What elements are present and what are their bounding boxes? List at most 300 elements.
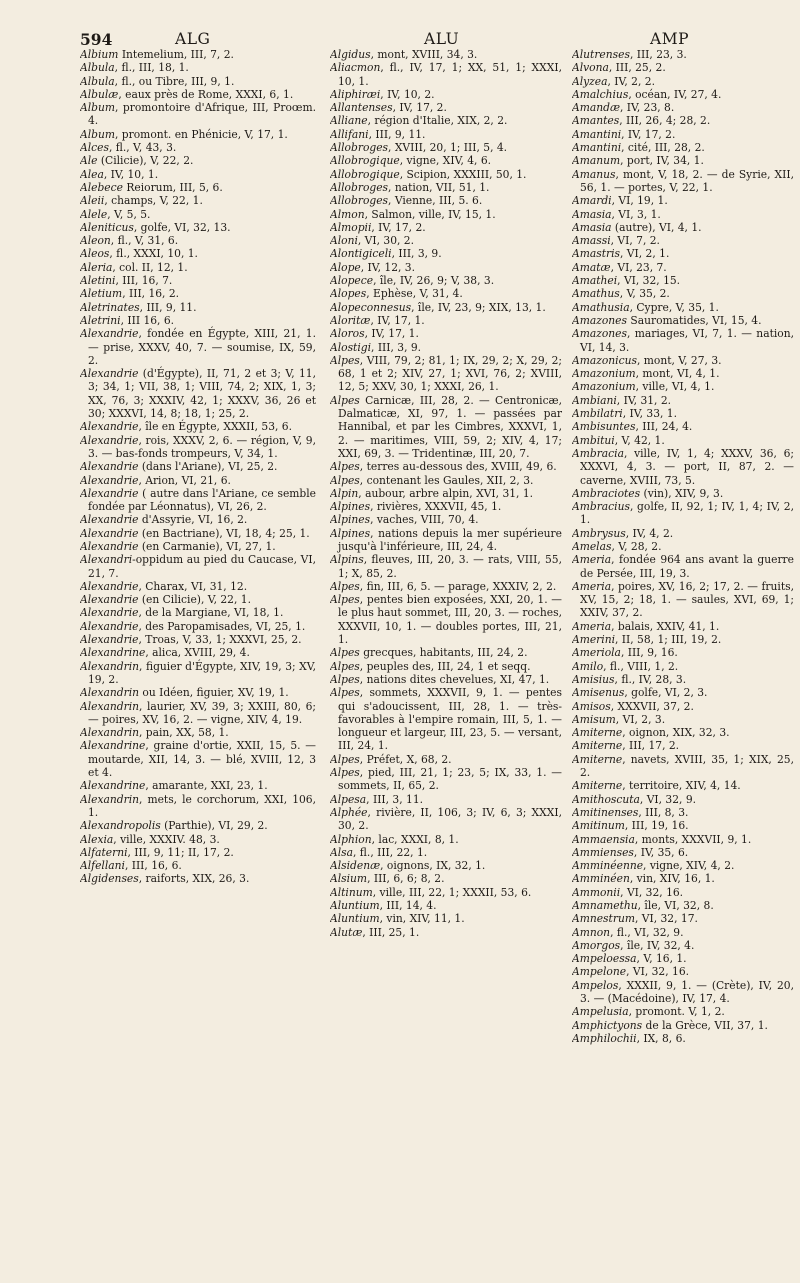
entry-references: , ville, XXXIV. 48, 3. — [113, 832, 220, 846]
entry-headword: Alpes — [330, 473, 360, 487]
entry-headword: Amathusia — [572, 300, 630, 314]
entry-headword: Ambilatri — [572, 407, 623, 421]
entry-references: , III, 3, 11. — [366, 792, 424, 806]
entry-headword: Alpes — [330, 766, 360, 780]
entry-references: , IV, 4, 2. — [625, 526, 674, 540]
index-entry — [80, 48, 316, 61]
index-entry — [572, 952, 794, 965]
entry-headword: Alpes — [330, 659, 360, 673]
entry-headword: Alostigi — [330, 340, 372, 354]
index-entry — [330, 181, 562, 194]
index-entry — [572, 753, 794, 780]
index-entry — [572, 367, 794, 380]
entry-headword: Ampelos — [572, 978, 619, 992]
entry-headword: Amiterne — [572, 752, 623, 766]
index-entry — [330, 673, 562, 686]
entry-references: , pain, XX, 58, 1. — [139, 726, 229, 740]
index-entry — [80, 606, 316, 619]
entry-references: , IV, 17, 2. — [371, 220, 426, 234]
entry-references: , III, 6, 6; 8, 2. — [367, 872, 445, 886]
index-entry — [572, 88, 794, 101]
index-entry — [572, 912, 794, 925]
entry-references: , vigne, XIV, 4, 6. — [399, 154, 492, 168]
entry-references: , Troas, V, 33, 1; XXXVI, 25, 2. — [138, 633, 302, 647]
entry-headword: Aluntium — [330, 899, 380, 912]
index-entry — [572, 553, 794, 580]
entry-headword: Amithoscuta — [572, 792, 640, 806]
index-entry — [572, 620, 794, 633]
index-entry — [330, 101, 562, 114]
entry-references: , cité, III, 28, 2. — [621, 141, 705, 155]
entry-references: , III 16, 6. — [120, 313, 175, 327]
entry-references: , fl., V, 31, 6. — [110, 234, 179, 248]
running-head-left: ALG — [175, 30, 211, 48]
entry-headword: Alexandrie — [80, 606, 139, 620]
entry-headword: Amisos — [572, 699, 611, 713]
index-entry — [80, 739, 316, 779]
entry-headword: Alsa — [330, 845, 353, 859]
entry-references: , lac, XXXI, 8, 1. — [371, 832, 459, 846]
index-entry — [330, 527, 562, 554]
entry-headword: Amisum — [572, 712, 616, 726]
entry-headword: Aletium — [80, 287, 123, 301]
index-entry — [80, 513, 316, 526]
entry-references: ( autre dans l'Ariane, ce semble fondée par Léonnatus), VI, 26, 2. — [88, 486, 316, 514]
index-entry — [572, 979, 794, 1006]
index-entry — [572, 301, 794, 314]
entry-references: , IV, 10, 1. — [103, 167, 159, 181]
entry-headword: Ale — [80, 154, 98, 168]
entry-references: , vaches, VIII, 70, 4. — [370, 513, 479, 527]
index-entry — [330, 859, 562, 872]
index-entry — [330, 833, 562, 846]
entry-headword: Alutæ — [330, 925, 363, 939]
entry-references: , III, 25, 2. — [608, 61, 666, 75]
index-entry — [80, 181, 316, 194]
entry-references: , III, 9, 11. — [139, 300, 197, 314]
entry-headword: Alces — [80, 141, 109, 155]
entry-headword: Ambitui — [572, 433, 615, 447]
index-entry — [80, 819, 316, 832]
index-entry — [330, 580, 562, 593]
entry-headword: Aletrinates — [80, 300, 140, 314]
entry-headword: Aleii — [80, 194, 105, 208]
entry-references: , V, 5, 5. — [107, 207, 151, 221]
index-column-2 — [330, 48, 562, 1278]
entry-references: , graine d'ortie, XXII, 15, 5. — moutarde, XII, 14, 3. — blé, XVIII, 12, 3 et 4. — [88, 739, 316, 780]
index-entry — [80, 420, 316, 433]
entry-headword: Amandæ — [572, 101, 620, 115]
entry-headword: Alea — [80, 167, 104, 181]
index-entry — [80, 553, 316, 580]
index-entry — [80, 154, 316, 167]
entry-headword: Alexandrie — [80, 420, 139, 434]
entry-references: , rois, XXXV, 2, 6. — région, V, 9, 3. — bas-fonds trompeurs, V, 34, 1. — [88, 433, 316, 460]
entry-headword: Alopeconnesus — [330, 300, 412, 314]
index-entry — [330, 394, 562, 460]
entry-references: , III, 25, 1. — [362, 925, 420, 939]
entry-headword: Alphion — [330, 832, 372, 846]
entry-headword: Alvona — [572, 61, 609, 75]
entry-headword: Amassi — [572, 234, 611, 248]
index-entry — [572, 739, 794, 752]
entry-headword: Alutrenses — [572, 48, 630, 61]
entry-references: , XXXII, 9, 1. — (Crète), IV, 20, 3. — (Macédoine), IV, 17, 4. — [580, 978, 794, 1006]
entry-headword: Alsidenæ — [330, 859, 381, 873]
index-entry — [572, 114, 794, 127]
entry-references: , fondée en Égypte, XIII, 21, 1. — prise, XXXV, 40, 7. — soumise, IX, 59, 2. — [88, 327, 316, 367]
entry-headword: Amelas — [572, 539, 612, 553]
entry-references: , promontoire d'Afrique, III, Proœm. 4. — [88, 101, 316, 128]
entry-references: , Vienne, III, 5. 6. — [388, 194, 483, 208]
index-entry — [80, 314, 316, 327]
entry-headword: Alpin — [330, 486, 359, 500]
entry-references: , VI, 30, 2. — [357, 234, 414, 248]
index-entry — [572, 500, 794, 527]
entry-headword: Amiterne — [572, 726, 623, 740]
entry-references: , ville, VI, 4, 1. — [635, 380, 715, 394]
entry-headword: Aliphiræi — [330, 87, 381, 101]
entry-headword: Amiterne — [572, 779, 623, 793]
entry-references: , III, 9, 11. — [368, 127, 426, 141]
entry-headword: Ameria — [572, 579, 612, 593]
entry-references: -oppidum au pied du Caucase, VI, 21, 7. — [88, 553, 316, 580]
index-entry — [80, 274, 316, 287]
entry-references: , Charax, VI, 31, 12. — [138, 579, 248, 593]
entry-headword: Ammienses — [572, 845, 634, 859]
index-entry — [572, 580, 794, 620]
entry-references: , IV, 12, 3. — [360, 260, 415, 274]
index-entry — [330, 194, 562, 207]
entry-headword: Ameria — [572, 619, 612, 633]
index-entry — [80, 434, 316, 461]
entry-references: , VI, 32, 15. — [617, 274, 681, 288]
index-entry — [572, 447, 794, 487]
entry-headword: Aleon — [80, 234, 111, 248]
index-entry — [80, 194, 316, 207]
entry-references: , terres au-dessous des, XVIII, 49, 6. — [359, 460, 557, 474]
index-entry — [330, 234, 562, 247]
index-entry — [572, 872, 794, 885]
entry-headword: Alpesa — [330, 792, 367, 806]
entry-references: (d'Égypte), II, 71, 2 et 3; V, 11, 3; 34, 1; VII, 38, 1; VIII, 74, 2; XIX, 1, 3; XX, 76, 3; XXXIV, 42, 1; XXXV, 36, 26 et 30; XXXVI, 14, 8; 18, 1; 25, 2. — [88, 367, 316, 421]
entry-references: , XXXVII, 37, 2. — [610, 699, 694, 713]
entry-references: , mont, VI, 4, 1. — [635, 367, 720, 381]
entry-references: , IV, 35, 6. — [633, 845, 689, 859]
index-entry — [330, 553, 562, 580]
index-entry — [330, 354, 562, 394]
entry-headword: Amminéenne — [572, 859, 644, 873]
entry-references: , IV, 33, 1. — [622, 407, 677, 421]
index-entry — [330, 141, 562, 154]
entry-references: (Parthie), VI, 29, 2. — [160, 819, 268, 833]
index-entry — [572, 380, 794, 393]
index-entry — [572, 859, 794, 872]
entry-references: , aubour, arbre alpin, XVI, 31, 1. — [358, 486, 534, 500]
entry-headword: Alpines — [330, 500, 371, 514]
entry-headword: Amantes — [572, 114, 620, 128]
entry-headword: Aleniticus — [80, 220, 134, 234]
index-entry — [330, 154, 562, 167]
index-entry — [80, 88, 316, 101]
entry-headword: Alpes — [330, 393, 360, 407]
entry-headword: Aliacmon — [330, 61, 381, 75]
entry-headword: Amerini — [572, 633, 616, 647]
index-entry — [330, 793, 562, 806]
index-entry — [572, 806, 794, 819]
index-entry — [572, 194, 794, 207]
entry-headword: Amastris — [572, 247, 621, 261]
index-entry — [572, 899, 794, 912]
index-entry — [572, 434, 794, 447]
entry-references: , fl., III, 18, 1. — [114, 61, 189, 75]
entry-references: , île, IV, 32, 4. — [620, 938, 695, 952]
index-entry — [80, 168, 316, 181]
entry-references: , oignon, XIX, 32, 3. — [622, 726, 730, 740]
entry-headword: Alope — [330, 260, 361, 274]
index-entry — [330, 886, 562, 899]
entry-references: , contenant les Gaules, XII, 2, 3. — [359, 473, 534, 487]
entry-headword: Album — [80, 101, 115, 115]
index-entry — [80, 859, 316, 872]
entry-headword: Ambiani — [572, 393, 617, 407]
index-entry — [80, 460, 316, 473]
entry-references: , VIII, 79, 2; 81, 1; IX, 29, 2; X, 29, 2; 68, 1 et 2; XIV, 27, 1; XVI, 76, 2; XVIII, 12, 5; XXV, 30, 1; XXXI, 26, 1. — [338, 353, 562, 394]
entry-headword: Albula — [80, 74, 115, 88]
index-entry — [330, 341, 562, 354]
entry-references: , VI, 32, 16. — [626, 965, 690, 979]
entry-headword: Amnamethu — [572, 899, 638, 912]
entry-references: , III, 14, 4. — [379, 899, 437, 912]
entry-headword: Amminéen — [572, 872, 630, 886]
index-entry — [330, 221, 562, 234]
index-entry — [572, 247, 794, 260]
entry-references: Carnicæ, III, 28, 2. — Centronicæ, Dalmaticæ, XI, 97, 1. — passées par Hannibal, et par les Cimbres, XXXVI, 1, 2. — maritimes, VIII, 59, 2; XIV, 4, 17; XXI, 69, 3. — Tridentinæ, III, 20, 7. — [338, 393, 562, 460]
entry-headword: Albula — [80, 61, 115, 75]
index-entry — [80, 261, 316, 274]
entry-references: , océan, IV, 27, 4. — [628, 87, 722, 101]
entry-references: , VI, 2, 1. — [620, 247, 670, 261]
entry-references: , laurier, XV, 39, 3; XXIII, 80, 6; — poires, XV, 16, 2. — vigne, XIV, 4, 19. — [88, 699, 316, 726]
entry-references: , île, VI, 32, 8. — [637, 899, 714, 912]
entry-headword: Alexandrie — [80, 633, 139, 647]
entry-headword: Alele — [80, 207, 108, 221]
index-entry — [572, 234, 794, 247]
index-entry — [80, 61, 316, 74]
entry-headword: Ameria — [572, 553, 612, 567]
entry-references: , IV, 23, 8. — [620, 101, 675, 115]
entry-references: , fl., IV, 28, 3. — [614, 672, 687, 686]
index-entry — [572, 540, 794, 553]
entry-headword: Alontigiceli — [330, 247, 392, 261]
index-entry — [330, 247, 562, 260]
entry-references: , IV, 17, 2. — [392, 101, 447, 115]
entry-references: , VI, 32, 9. — [639, 792, 697, 806]
entry-headword: Alexandri — [80, 553, 133, 567]
index-entry — [572, 673, 794, 686]
index-entry — [80, 660, 316, 687]
index-entry — [572, 75, 794, 88]
entry-headword: Alopece — [330, 274, 374, 288]
entry-headword: Aleria — [80, 260, 113, 274]
entry-references: , territoire, XIV, 4, 14. — [622, 779, 741, 793]
entry-headword: Alexandrie — [80, 327, 139, 341]
entry-references: , Ephèse, V, 31, 4. — [366, 287, 463, 301]
entry-headword: Aletini — [80, 274, 116, 288]
entry-headword: Alexandrine — [80, 779, 146, 793]
index-entry — [572, 261, 794, 274]
entry-references: , IV, 17, 2. — [621, 127, 676, 141]
index-entry — [572, 487, 794, 500]
entry-references: , fl., III, 22, 1. — [353, 845, 428, 859]
entry-references: , VI, 7, 2. — [610, 234, 660, 248]
index-entry — [330, 926, 562, 939]
entry-references: , XVIII, 20, 1; III, 5, 4. — [388, 141, 508, 155]
entry-headword: Aleos — [80, 247, 110, 261]
index-entry — [572, 646, 794, 659]
index-entry — [330, 301, 562, 314]
index-entry — [80, 141, 316, 154]
entry-headword: Alexandrie — [80, 460, 139, 474]
entry-references: , III, 8, 3. — [638, 805, 689, 819]
entry-headword: Amazonium — [572, 367, 636, 381]
entry-headword: Amnon — [572, 925, 611, 939]
entry-references: (en Cilicie), V, 22, 1. — [138, 593, 251, 607]
entry-headword: Ameriola — [572, 646, 621, 660]
entry-headword: Algidus — [330, 48, 371, 61]
entry-headword: Amisenus — [572, 686, 625, 700]
entry-references: , III, 19, 16. — [624, 819, 689, 833]
index-entry — [330, 846, 562, 859]
index-entry — [330, 806, 562, 833]
entry-headword: Alexandrie — [80, 579, 139, 593]
index-entry — [80, 487, 316, 514]
entry-references: , fondée 964 ans avant la guerre de Persée, III, 19, 3. — [580, 553, 794, 580]
entry-references: , V, 42, 1. — [614, 433, 665, 447]
entry-headword: Almopii — [330, 220, 372, 234]
entry-headword: Amitinenses — [572, 805, 639, 819]
entry-references: (dans l'Ariane), VI, 25, 2. — [138, 460, 278, 474]
entry-references: , II, 58, 1; III, 19, 2. — [615, 633, 722, 647]
index-entry — [572, 633, 794, 646]
entry-headword: Alpes — [330, 353, 360, 367]
entry-headword: Amantini — [572, 127, 622, 141]
entry-headword: Ampeloessa — [572, 952, 637, 966]
entry-references: , VI, 3, 1. — [611, 207, 661, 221]
index-entry — [80, 620, 316, 633]
entry-references: (autre), VI, 4, 1. — [611, 220, 702, 234]
index-entry — [330, 314, 562, 327]
index-entry — [572, 420, 794, 433]
entry-headword: Allobrogique — [330, 167, 400, 181]
entry-references: Sauromatides, VI, 15, 4. — [626, 313, 762, 327]
entry-headword: Ambracius — [572, 500, 630, 514]
entry-headword: Amathei — [572, 274, 618, 288]
index-entry — [572, 274, 794, 287]
entry-headword: Ampelone — [572, 965, 627, 979]
entry-references: , fin, III, 6, 5. — parage, XXXIV, 2, 2. — [359, 579, 557, 593]
entry-headword: Alpes — [330, 579, 360, 593]
entry-references: , vin, XIV, 16, 1. — [629, 872, 715, 886]
entry-headword: Amorgos — [572, 938, 621, 952]
index-entry — [572, 48, 794, 61]
entry-references: , nations dites chevelues, XI, 47, 1. — [359, 672, 550, 686]
entry-headword: Alebece — [80, 180, 123, 194]
entry-headword: Amazonicus — [572, 353, 637, 367]
entry-headword: Ambracia — [572, 446, 624, 460]
entry-references: , golfe, VI, 2, 3. — [624, 686, 708, 700]
entry-headword: Amiterne — [572, 739, 623, 753]
index-entry — [330, 327, 562, 340]
index-entry — [80, 474, 316, 487]
index-entry — [572, 726, 794, 739]
running-head-center: ALU — [424, 30, 460, 48]
entry-headword: Amilo — [572, 659, 604, 673]
entry-references: , VI, 19, 1. — [611, 194, 668, 208]
index-entry — [80, 128, 316, 141]
entry-references: , île en Égypte, XXXII, 53, 6. — [138, 420, 292, 434]
entry-references: , oignons, IX, 32, 1. — [380, 859, 486, 873]
entry-headword: Allifani — [330, 127, 369, 141]
entry-headword: Alopes — [330, 287, 367, 301]
index-entry — [330, 287, 562, 300]
entry-references: , fl., V, 43, 3. — [108, 141, 177, 155]
entry-headword: Alexandrine — [80, 739, 146, 753]
index-entry — [80, 846, 316, 859]
index-entry — [572, 141, 794, 154]
index-entry — [80, 527, 316, 540]
entry-headword: Albulæ — [80, 87, 119, 101]
entry-references: , mont, V, 27, 3. — [636, 353, 722, 367]
entry-headword: Amatæ — [572, 260, 611, 274]
index-entry — [572, 1019, 794, 1032]
entry-references: , poires, XV, 16, 2; 17, 2. — fruits, XV, 15, 2; 18, 1. — saules, XVI, 69, 1; XXIV, 37, 2. — [580, 579, 794, 620]
entry-headword: Almon — [330, 207, 365, 221]
entry-references: , golfe, II, 92, 1; IV, 1, 4; IV, 2, 1. — [580, 500, 794, 527]
entry-headword: Alphée — [330, 805, 368, 819]
index-entry — [572, 394, 794, 407]
entry-references: , III, 3, 9. — [371, 340, 422, 354]
index-entry — [572, 939, 794, 952]
index-entry — [330, 114, 562, 127]
index-entry — [572, 1005, 794, 1018]
entry-references: , Salmon, ville, IV, 15, 1. — [364, 207, 496, 221]
entry-references: , raiforts, XIX, 26, 3. — [138, 872, 250, 886]
index-entry — [572, 168, 794, 195]
entry-headword: Amathus — [572, 287, 620, 301]
entry-headword: Alyzea — [572, 74, 608, 88]
entry-references: , nation, VII, 51, 1. — [388, 180, 490, 194]
entry-headword: Amitinum — [572, 819, 625, 833]
entry-references: , île, IV, 23, 9; XIX, 13, 1. — [411, 300, 546, 314]
index-entry — [572, 61, 794, 74]
entry-references: , VI, 32, 17. — [634, 912, 698, 926]
entry-references: (en Bactriane), VI, 18, 4; 25, 1. — [138, 526, 310, 540]
index-entry — [572, 819, 794, 832]
entry-headword: Aloritæ — [330, 313, 371, 327]
index-entry — [330, 753, 562, 766]
entry-references: , III, 16, 2. — [122, 287, 180, 301]
index-entry — [330, 208, 562, 221]
index-entry — [80, 633, 316, 646]
entry-headword: Alpes — [330, 593, 360, 607]
entry-headword: Aloni — [330, 234, 358, 248]
entry-headword: Ambisuntes — [572, 420, 636, 434]
entry-references: , port, IV, 34, 1. — [620, 154, 704, 168]
index-entry — [80, 287, 316, 300]
entry-references: , rivières, XXXVII, 45, 1. — [370, 500, 502, 514]
entry-headword: Amasia — [572, 220, 612, 234]
